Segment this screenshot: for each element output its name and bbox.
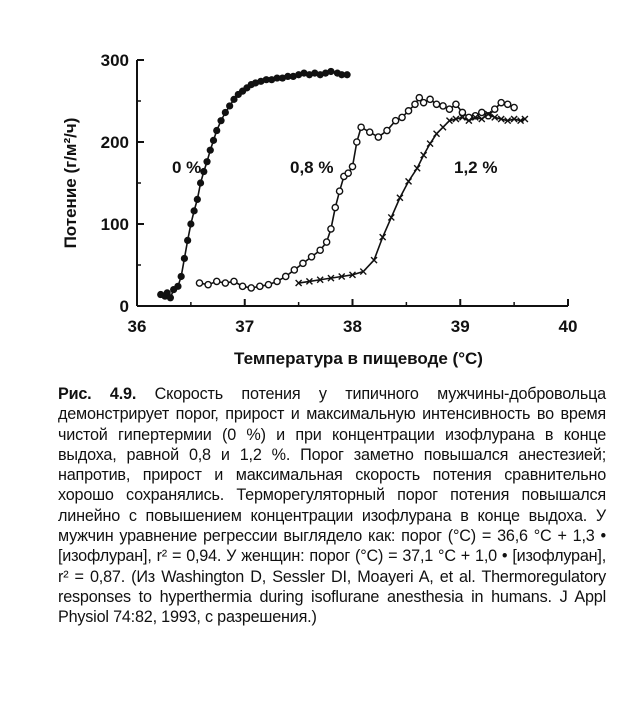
data-point (222, 109, 229, 116)
data-point (427, 96, 433, 102)
data-point (210, 137, 217, 144)
data-point (203, 158, 210, 165)
data-point (406, 178, 412, 184)
data-point (345, 170, 351, 176)
data-point (453, 101, 459, 107)
data-point (492, 106, 498, 112)
labels (61, 118, 497, 368)
data-point (479, 109, 485, 115)
data-point (367, 129, 373, 135)
data-point (231, 278, 237, 284)
data-point (196, 280, 202, 286)
data-point (511, 104, 517, 110)
series-layer (157, 68, 528, 302)
series-line (299, 114, 525, 283)
data-point (434, 131, 440, 137)
data-point (414, 165, 420, 171)
data-point (181, 255, 188, 262)
data-point (213, 127, 220, 134)
y-tick-label: 200 (100, 133, 129, 152)
data-point (427, 141, 433, 147)
data-point (300, 260, 306, 266)
y-axis-label: Потение (г/м²/ч) (61, 117, 80, 249)
caption-label: Рис. 4.9. (58, 385, 137, 403)
data-point (194, 196, 201, 203)
y-tick-label: 100 (100, 215, 129, 234)
y-tick-label: 0 (119, 297, 129, 316)
data-point (344, 71, 351, 78)
data-point (336, 188, 342, 194)
data-point (332, 205, 338, 211)
data-point (328, 226, 334, 232)
series-3 (296, 111, 528, 286)
data-point (388, 214, 394, 220)
series-label: 0 % (172, 158, 202, 177)
series-label: 0,8 % (290, 158, 334, 177)
data-point (174, 283, 181, 290)
data-point (375, 134, 381, 140)
data-point (239, 283, 245, 289)
series-2 (196, 95, 517, 291)
figure-caption (58, 384, 606, 628)
data-point (265, 282, 271, 288)
data-point (207, 147, 214, 154)
data-point (397, 195, 403, 201)
data-point (393, 118, 399, 124)
data-point (405, 108, 411, 114)
data-point (317, 247, 323, 253)
data-point (324, 239, 330, 245)
data-point (217, 117, 224, 124)
data-point (358, 124, 364, 130)
data-point (505, 101, 511, 107)
x-axis-label: Температура в пищеводе (°С) (234, 349, 483, 368)
x-tick-label: 37 (235, 317, 255, 336)
data-point (349, 164, 355, 170)
data-point (354, 139, 360, 145)
data-point (222, 280, 228, 286)
data-point (433, 101, 439, 107)
data-point (327, 68, 334, 75)
series-label: 1,2 % (454, 158, 498, 177)
data-point (440, 124, 446, 130)
series-line (199, 98, 514, 288)
data-point (191, 207, 198, 214)
data-point (214, 278, 220, 284)
data-point (197, 179, 204, 186)
data-point (384, 127, 390, 133)
caption-text: Скорость потения у типичного мужчины-добровольца демонстрирует порог, прирост и максимальную интенсивность во время чистой гипертермии (0 %) и при концентрации изофлурана в конце выдоха, равной 0,8 и 1,2 %. Порог заметно повышался анестезией; напротив, прирост и максимальная скорость потения сравнительно хорошо сохранялись. Терморегуляторный порог потения повышался линейно с повышением концентрации изофлурана в конце выдоха. У мужчин уравнение регрессии выглядело как: порог (°С) = 36,6 °С + 1,3 • [изофлуран], r² = 0,94. У женщин: порог (°С) = 37,1 °С + 1,0 • [изофлуран], r² = 0,87. (Из Washington D, Sessler DI, Moayeri A, et al. Thermoregulatory responses to hyperthermia during isoflurane anesthesia in humans. J Appl Physiol 74:82, 1993, с разрешения.) (58, 385, 606, 627)
x-tick-label: 39 (450, 317, 470, 336)
data-point (178, 273, 185, 280)
data-point (226, 102, 233, 109)
data-point (412, 101, 418, 107)
data-point (440, 103, 446, 109)
data-point (248, 285, 254, 291)
data-point (187, 220, 194, 227)
data-point (291, 267, 297, 273)
data-point (421, 100, 427, 106)
data-point (184, 237, 191, 244)
y-tick-label: 300 (100, 51, 129, 70)
data-point (308, 254, 314, 260)
data-point (283, 273, 289, 279)
data-point (446, 106, 452, 112)
data-point (399, 114, 405, 120)
data-point (205, 282, 211, 288)
data-point (167, 294, 174, 301)
x-tick-label: 40 (558, 317, 578, 336)
x-tick-label: 38 (343, 317, 362, 336)
series-line (161, 71, 347, 297)
data-point (498, 100, 504, 106)
data-point (274, 278, 280, 284)
series-1 (157, 68, 351, 302)
x-tick-label: 36 (127, 317, 147, 336)
data-point (421, 152, 427, 158)
data-point (257, 283, 263, 289)
